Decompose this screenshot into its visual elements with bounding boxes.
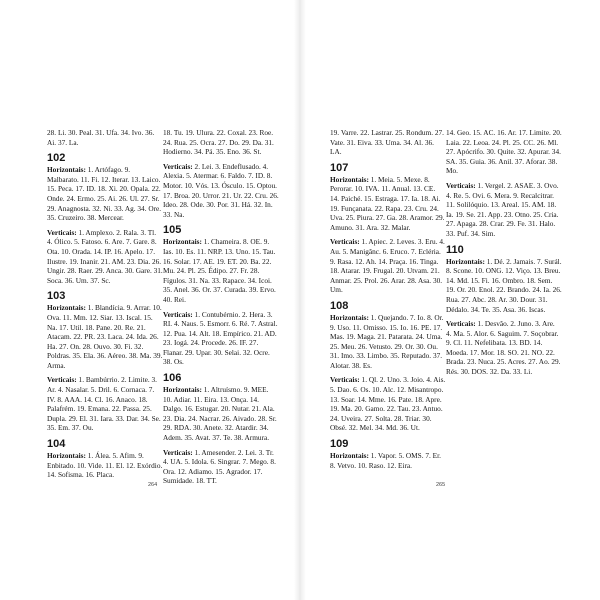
puzzle-number: 106 xyxy=(163,372,182,385)
solution-text: 1. Vapor. 5. OMS. 7. Er. 8. Vetvo. 10. Raso. 12. Eira. xyxy=(330,451,441,470)
solution-paragraph xyxy=(330,313,446,371)
solution-label: Verticais: xyxy=(163,447,193,457)
solution-paragraph xyxy=(47,375,163,433)
puzzle-number: 103 xyxy=(47,290,66,303)
solution-text: 19. Varre. 22. Lastrar. 25. Rondum. 27. Vate. 31. Eiva. 33. Uma. 34. Al. 36. LA. xyxy=(330,128,444,157)
solution-label: Horizontais: xyxy=(330,451,369,461)
puzzle-number: 105 xyxy=(163,224,182,237)
solution-paragraph xyxy=(47,165,163,223)
solution-text: 1. Artófago. 9. Malbarato. 11. Fi. 12. Iterar. 13. Laico. 15. Peca. 17. ID. 18. Xi. 20. Opala. 22. Onde. 24. Ermo. 25. Ai. 26. Ul. 27. Sr. 29. Anagnosta. 32. Ni. 33. Ag. 34. Ore. 35. Cruzeiro. 38. Mercear. xyxy=(47,165,162,223)
solution-label: Horizontais: xyxy=(47,451,86,461)
solution-text: 1. Bambúrrio. 2. Limite. 3. Ar. 4. Nasalar. 5. Dril. 6. Cornaca. 7. IV. 8. AAA. 14. Cl. 16. Anaco. 18. Palafrém. 19. Emana. 22. Passa. 25. Dupla. 29. El. 31. Iara. 33. Dar. 34. Se. 35. Em. 37. Ou. xyxy=(47,375,161,433)
book-gutter xyxy=(294,0,306,600)
solution-text: 28. Li. 30. Peal. 31. Ufa. 34. Ivo. 36. Ai. 37. La. xyxy=(47,128,155,147)
solution-text: 14. Geo. 15. AC. 16. Ar. 17. Limite. 20. Laia. 22. Leoa. 24. Pl. 25. CC. 26. Ml. 27. Apócrifo. 30. Quite. 32. Apurar. 34. SA. 35. Guia. 36. Anil. 37. Aforar. 38. Mo. xyxy=(446,128,562,176)
solution-text: 1. Amesender. 2. Lei. 3. Tr. 4. UA. 5. Idola. 6. Singrar. 7. Mego. 8. Ora. 12. Adiamo. 15. Agrador. 17. Sumidade. 18. TT. xyxy=(163,447,276,486)
solution-paragraph xyxy=(446,128,562,176)
solution-text: 1. Altruísmo. 9. MEE. 10. Adiar. 11. Eira. 13. Onça. 14. Dalgo. 16. Estugar. 20. Nutar. 21. Ala. 23. Dia. 24. Nacrar. 26. Aivado. 28. Sr. 29. RDA. 30. Anete. 32. Atardir. 34. Adem. 35. Avat. 37. Te. 38. Armura. xyxy=(163,385,277,443)
left-page-column-2 xyxy=(163,128,279,491)
right-page-column-1 xyxy=(330,128,446,475)
puzzle-number: 107 xyxy=(330,161,349,174)
solution-paragraph xyxy=(47,128,163,147)
solution-paragraph xyxy=(163,128,279,157)
solution-paragraph xyxy=(330,175,446,233)
solution-text: 1. Blandícia. 9. Arrar. 10. Ova. 11. Mm. 12. Siar. 13. Iscal. 15. Na. 17. Util. 18. Pane. 20. Re. 21. Atacam. 22. PR. 23. Laca. 24. Ida. 26. Ha. 27. On. 28. Ouvo. 30. Fi. 32. Poldras. 35. Ela. 36. Aéreo. 38. Ma. 39. Arma. xyxy=(47,303,163,370)
solution-text: 1. Desvão. 2. Juno. 3. Are. 4. Ma. 5. Alor. 6. Saguim. 7. Soçobrar. 9. Cl. 11. Nefelibata. 13. BD. 14. Moeda. 17. Mor. 18. SO. 21. NO. 22. Brada. 23. Nuca. 25. Acres. 27. Ao. 29. Rés. 30. DOS. 32. Da. 33. Li. xyxy=(446,319,561,377)
solution-text: 1. Ql. 2. Uno. 3. Joio. 4. Ais. 5. Dao. 6. Os. 10. Alc. 12. Misantropo. 13. Soar. 14. Mme. 16. Pate. 18. Apre. 19. Ma. 20. Gamo. 22. Tau. 23. Antuo. 24. Uveira. 27. Solta. 28. Triar. 30. Obsé. 32. Mel. 34. Md. 36. Ut. xyxy=(330,375,446,433)
solution-paragraph xyxy=(163,385,279,443)
solution-label: Verticais: xyxy=(47,227,77,237)
solution-label: Horizontais: xyxy=(163,237,202,247)
solution-paragraph xyxy=(330,237,446,295)
puzzle-number: 108 xyxy=(330,299,349,312)
solution-paragraph xyxy=(446,319,562,377)
solution-text: 18. Tu. 19. Ulura. 22. Coxal. 23. Roe. 24. Rua. 25. Ocra. 27. Do. 29. Da. 31. Hodierno. 34. Pá. 35. Eno. 36. St. xyxy=(163,128,274,157)
solution-paragraph xyxy=(47,228,163,286)
solution-text: 1. Meia. 5. Mexe. 8. Perorar. 10. IVA. 11. Anual. 13. CE. 14. Paiché. 15. Estraga. 17. Ia. 18. Ai. 19. Funçanata. 22. Rapa. 23. Cru. 24. Uva. 25. Piura. 27. Ga. 28. Aramor. 29. Amuno. 31. Ara. 32. Malar. xyxy=(330,174,445,232)
solution-text: 1. Quejando. 7. Io. 8. Or. 9. Uso. 11. Omisso. 15. Io. 16. PE. 17. Mas. 19. Maga. 21. Patarata. 24. Uma. 25. Meu. 26. Vetusto. 29. Or. 30. Ou. 31. Imo. 33. Limbo. 35. Reputado. 37. Alotar. 38. Es. xyxy=(330,312,444,370)
puzzle-number: 109 xyxy=(330,438,349,451)
solution-paragraph xyxy=(163,310,279,368)
solution-paragraph xyxy=(47,303,163,370)
solution-label: Horizontais: xyxy=(446,256,485,266)
solution-paragraph xyxy=(47,451,163,480)
solution-label: Verticais: xyxy=(446,319,476,329)
right-page-column-2 xyxy=(446,128,562,382)
right-page-number: 265 xyxy=(436,482,446,488)
solution-label: Horizontais: xyxy=(330,174,369,184)
solution-label: Verticais: xyxy=(330,237,360,247)
solution-text: 2. Lei. 3. Endeflusado. 4. Alexia. 5. Atermar. 6. Faldo. 7. ID. 8. Motor. 10. Vós. 13. Ósculo. 15. Optou. 17. Broa. 20. Urror. 21. Ur. 22. Cru. 26. Ideo. 28. Ode. 30. Por. 31. Há. 32. In. 33. Na. xyxy=(163,161,279,219)
solution-label: Horizontais: xyxy=(330,312,369,322)
left-page-number: 264 xyxy=(148,482,158,488)
solution-label: Horizontais: xyxy=(163,385,202,395)
solution-text: 1. Álea. 5. Afim. 9. Enbitado. 10. Vide. 11. El. 12. Exórdio. 14. Sofisma. 16. Placa. xyxy=(47,451,163,480)
solution-label: Horizontais: xyxy=(47,303,86,313)
puzzle-number: 102 xyxy=(47,152,66,165)
solution-paragraph xyxy=(330,451,446,470)
left-page-column-1 xyxy=(47,128,163,485)
solution-text: 1. Chameira. 8. OE. 9. Ias. 10. Es. 11. NRP. 13. Uno. 15. Tau. 16. Solar. 17. AE. 19. ET. 20. Ba. 22. Mu. 24. Pl. 25. Édipo. 27. Fr. 28. Fígulos. 31. Na. 33. Rapace. 34. Icoi. 35. Anel. 36. Or. 37. Curada. 39. Ervo. 40. Rei. xyxy=(163,237,276,304)
solution-text: 1. Amplexo. 2. Rala. 3. Tl. 4. Ólico. 5. Fatoso. 6. Are. 7. Gare. 8. Ota. 10. Orada. 14. IP. 16. Apelo. 17. Ilustre. 19. Inanir. 21. AM. 23. Dia. 26. Ungir. 28. Raer. 29. Anca. 30. Gare. 31. Soca. 36. Um. 37. Sc. xyxy=(47,227,163,285)
puzzle-number: 110 xyxy=(446,243,464,256)
solution-label: Horizontais: xyxy=(47,165,86,175)
puzzle-number: 104 xyxy=(47,438,66,451)
right-page xyxy=(300,0,600,600)
solution-paragraph xyxy=(330,128,446,157)
solution-text: 1. Apiec. 2. Leves. 3. Eru. 4. Au. 5. Manigânc. 6. Eruco. 7. Ecléria. 9. Rasa. 12. Ah. 14. Praça. 16. Tinga. 18. Atarar. 19. Frugal. 20. Utvam. 21. Anmar. 25. Prol. 26. Arar. 28. Asa. 30. Um. xyxy=(330,237,445,295)
solution-paragraph xyxy=(446,257,562,315)
solution-paragraph xyxy=(163,162,279,220)
solution-paragraph xyxy=(330,375,446,433)
solution-label: Verticais: xyxy=(47,375,77,385)
solution-label: Verticais: xyxy=(330,375,360,385)
solution-paragraph xyxy=(163,448,279,486)
solution-label: Verticais: xyxy=(163,309,193,319)
solution-text: 1. Dé. 2. Jamais. 7. Surál. 8. Scone. 10. ONG. 12. Viço. 13. Breu. 14. Md. 15. Fi. 16. Ombro. 18. Sem. 19. Or. 20. Enol. 22. Brando. 24. Ia. 26. Rua. 27. Abc. 28. Ar. 30. Dour. 31. Dédalo. 34. Te. 35. Asa. 36. Iscas. xyxy=(446,256,562,314)
solution-label: Verticais: xyxy=(163,161,193,171)
solution-paragraph xyxy=(446,181,562,239)
solution-text: 1. Vergel. 2. ASAE. 3. Ovo. 4. Re. 5. Ovi. 6. Mera. 9. Recalcitrar. 11. Solilóquio. 13. Areal. 15. AM. 18. Ia. 19. Se. 21. App. 23. Otno. 25. Cria. 27. Apaga. 28. Crar. 29. Fe. 31. Halo. 33. Puf. 34. Sim. xyxy=(446,180,559,238)
solution-label: Verticais: xyxy=(446,180,476,190)
solution-paragraph xyxy=(163,237,279,304)
solution-text: 1. Contubérnio. 2. Hera. 3. RI. 4. Naus. 5. Esmorr. 6. Ré. 7. Astral. 12. Pua. 14. Alt. 18. Empírico. 21. AD. 23. Iogá. 24. Procede. 26. IF. 27. Flanar. 29. Upar. 30. Selai. 32. Ocre. 38. Os. xyxy=(163,309,278,367)
